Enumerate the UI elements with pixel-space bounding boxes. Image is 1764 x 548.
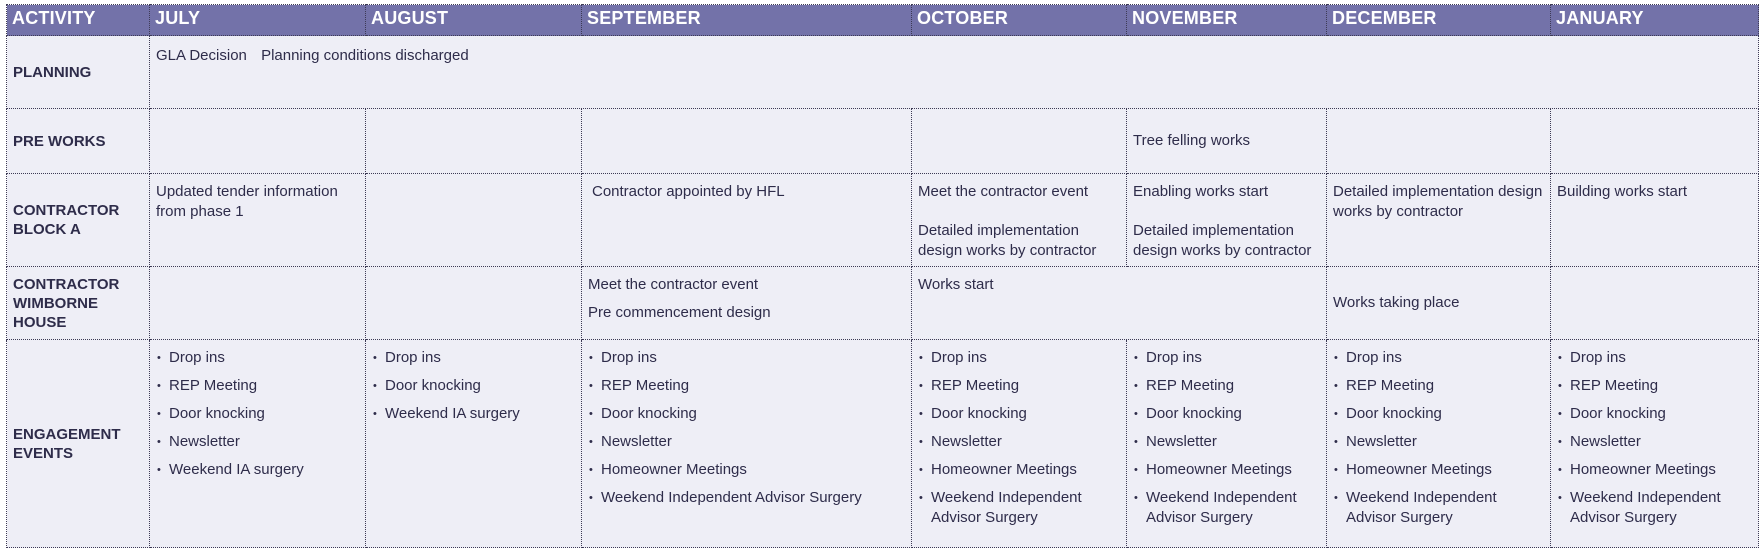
cell-text: Meet the contractor event xyxy=(588,276,759,293)
header-december: DECEMBER xyxy=(1327,5,1551,36)
cell-text: Building works start xyxy=(1557,183,1688,200)
bullet-item: • Drop ins xyxy=(156,348,359,368)
bullet-item: • Door knocking xyxy=(1133,404,1320,424)
bullet-item: • Homeowner Meetings xyxy=(1333,460,1544,480)
row-label-planning xyxy=(7,36,150,109)
cell-wimborne-july xyxy=(150,267,366,340)
cell-text: Enabling works start xyxy=(1133,183,1269,200)
header-august: AUGUST xyxy=(366,5,582,36)
cell-text: Detailed implementation design works by contractor xyxy=(1133,222,1312,259)
bullet-item: • Door knocking xyxy=(156,404,359,424)
bullet-item: • REP Meeting xyxy=(588,376,905,396)
cell-blocka-september xyxy=(582,174,912,267)
header-november: NOVEMBER xyxy=(1127,5,1327,36)
bullet-item: • Drop ins xyxy=(372,348,575,368)
cell-pre-august xyxy=(366,109,582,174)
cell-engage-july xyxy=(150,340,366,548)
label-line: BLOCK A xyxy=(13,221,81,238)
header-september: SEPTEMBER xyxy=(582,5,912,36)
label-line: CONTRACTOR xyxy=(13,275,120,293)
row-contractor-wimborne xyxy=(7,267,1759,340)
cell-text: Meet the contractor event xyxy=(918,183,1089,200)
cell-blocka-october xyxy=(912,174,1127,267)
header-january: JANUARY xyxy=(1551,5,1759,36)
cell-text: Detailed implementation design works by contractor xyxy=(918,222,1097,259)
cell-wimborne-january xyxy=(1551,267,1759,340)
cell-engage-november xyxy=(1127,340,1327,548)
cell-blocka-december xyxy=(1327,174,1551,267)
cell-wimborne-august xyxy=(366,267,582,340)
bullet-item: • REP Meeting xyxy=(918,376,1120,396)
bullet-item: • REP Meeting xyxy=(156,376,359,396)
row-contractor-block-a xyxy=(7,174,1759,267)
bullet-item: • Newsletter xyxy=(1333,432,1544,452)
tree-felling-text: Tree felling works xyxy=(1133,132,1250,149)
cell-text: Pre commencement design xyxy=(588,304,771,321)
bullet-item: • Door knocking xyxy=(1557,404,1752,424)
bullet-item: • Drop ins xyxy=(1133,348,1320,368)
row-engagement-events xyxy=(7,340,1759,548)
bullet-item: • REP Meeting xyxy=(1333,376,1544,396)
cell-wimborne-september xyxy=(582,267,912,340)
cell-text: Detailed implementation design works by contractor xyxy=(1333,183,1543,220)
label-line: WIMBORNE xyxy=(13,294,98,312)
row-label-pre-works xyxy=(7,109,150,174)
bullet-item: • Weekend Independent Advisor Surgery xyxy=(1557,488,1752,528)
header-october: OCTOBER xyxy=(912,5,1127,36)
cell-engage-august xyxy=(366,340,582,548)
bullet-item: • Homeowner Meetings xyxy=(1133,460,1320,480)
header-activity: ACTIVITY xyxy=(7,5,150,36)
bullet-item: • Homeowner Meetings xyxy=(1557,460,1752,480)
header-row xyxy=(7,5,1759,36)
bullet-item: • Homeowner Meetings xyxy=(588,460,905,480)
cell-wimborne-oct-nov xyxy=(912,267,1327,340)
bullet-item: • Newsletter xyxy=(1133,432,1320,452)
bullet-list xyxy=(372,348,575,424)
bullet-item: • Weekend Independent Advisor Surgery xyxy=(1333,488,1544,528)
table-header xyxy=(7,5,1759,36)
bullet-list xyxy=(1333,348,1544,528)
bullet-item: • Drop ins xyxy=(1333,348,1544,368)
row-pre-works xyxy=(7,109,1759,174)
bullet-item: • Door knocking xyxy=(918,404,1120,424)
bullet-item: • Weekend Independent Advisor Surgery xyxy=(918,488,1120,528)
label-text: PLANNING xyxy=(13,63,92,81)
bullet-item: • Newsletter xyxy=(156,432,359,452)
bullet-item: • REP Meeting xyxy=(1557,376,1752,396)
cell-blocka-august xyxy=(366,174,582,267)
bullet-item: • REP Meeting xyxy=(1133,376,1320,396)
cell-engage-december xyxy=(1327,340,1551,548)
bullet-item: • Drop ins xyxy=(918,348,1120,368)
cell-wimborne-december xyxy=(1327,267,1551,340)
timeline-table-container xyxy=(6,4,1759,548)
planning-span-cell xyxy=(150,36,1759,109)
bullet-list xyxy=(588,348,905,508)
cell-engage-september xyxy=(582,340,912,548)
cell-text: Works start xyxy=(918,276,994,293)
bullet-item: • Weekend Independent Advisor Surgery xyxy=(1133,488,1320,528)
bullet-item: • Door knocking xyxy=(372,376,575,396)
bullet-item: • Homeowner Meetings xyxy=(918,460,1120,480)
cell-text: Works taking place xyxy=(1333,294,1460,311)
bullet-item: • Drop ins xyxy=(1557,348,1752,368)
bullet-item: • Weekend Independent Advisor Surgery xyxy=(588,488,905,508)
row-label-engagement xyxy=(7,340,150,548)
bullet-list xyxy=(1557,348,1752,528)
cell-pre-january xyxy=(1551,109,1759,174)
label-line: ENGAGEMENT xyxy=(13,425,121,443)
planning-conditions-text: Planning conditions discharged xyxy=(261,47,469,64)
cell-text: Updated tender information from phase 1 xyxy=(156,183,338,220)
cell-blocka-july xyxy=(150,174,366,267)
label-line: EVENTS xyxy=(13,444,74,462)
label-line: CONTRACTOR xyxy=(13,202,120,219)
bullet-item: • Newsletter xyxy=(588,432,905,452)
bullet-item: • Door knocking xyxy=(588,404,905,424)
activity-timeline-table xyxy=(6,4,1759,548)
cell-pre-december xyxy=(1327,109,1551,174)
bullet-item: • Weekend IA surgery xyxy=(156,460,359,480)
bullet-item: • Door knocking xyxy=(1333,404,1544,424)
cell-engage-october xyxy=(912,340,1127,548)
bullet-item: • Newsletter xyxy=(918,432,1120,452)
bullet-list xyxy=(156,348,359,480)
bullet-item: • Weekend IA surgery xyxy=(372,404,575,424)
row-label-block-a xyxy=(7,174,150,267)
cell-pre-july xyxy=(150,109,366,174)
label-text: PRE WORKS xyxy=(13,132,106,150)
bullet-list xyxy=(918,348,1120,528)
cell-text: Contractor appointed by HFL xyxy=(592,183,785,200)
row-planning xyxy=(7,36,1759,109)
bullet-item: • Newsletter xyxy=(1557,432,1752,452)
gla-decision-text: GLA Decision xyxy=(156,47,247,64)
cell-pre-october xyxy=(912,109,1127,174)
cell-engage-january xyxy=(1551,340,1759,548)
cell-blocka-november xyxy=(1127,174,1327,267)
planning-text xyxy=(156,44,1752,66)
cell-pre-september xyxy=(582,109,912,174)
cell-blocka-january xyxy=(1551,174,1759,267)
bullet-list xyxy=(1133,348,1320,528)
cell-pre-november xyxy=(1127,109,1327,174)
header-july: JULY xyxy=(150,5,366,36)
label-line: HOUSE xyxy=(13,313,67,331)
row-label-wimborne xyxy=(7,267,150,340)
bullet-item: • Drop ins xyxy=(588,348,905,368)
table-body xyxy=(7,36,1759,548)
